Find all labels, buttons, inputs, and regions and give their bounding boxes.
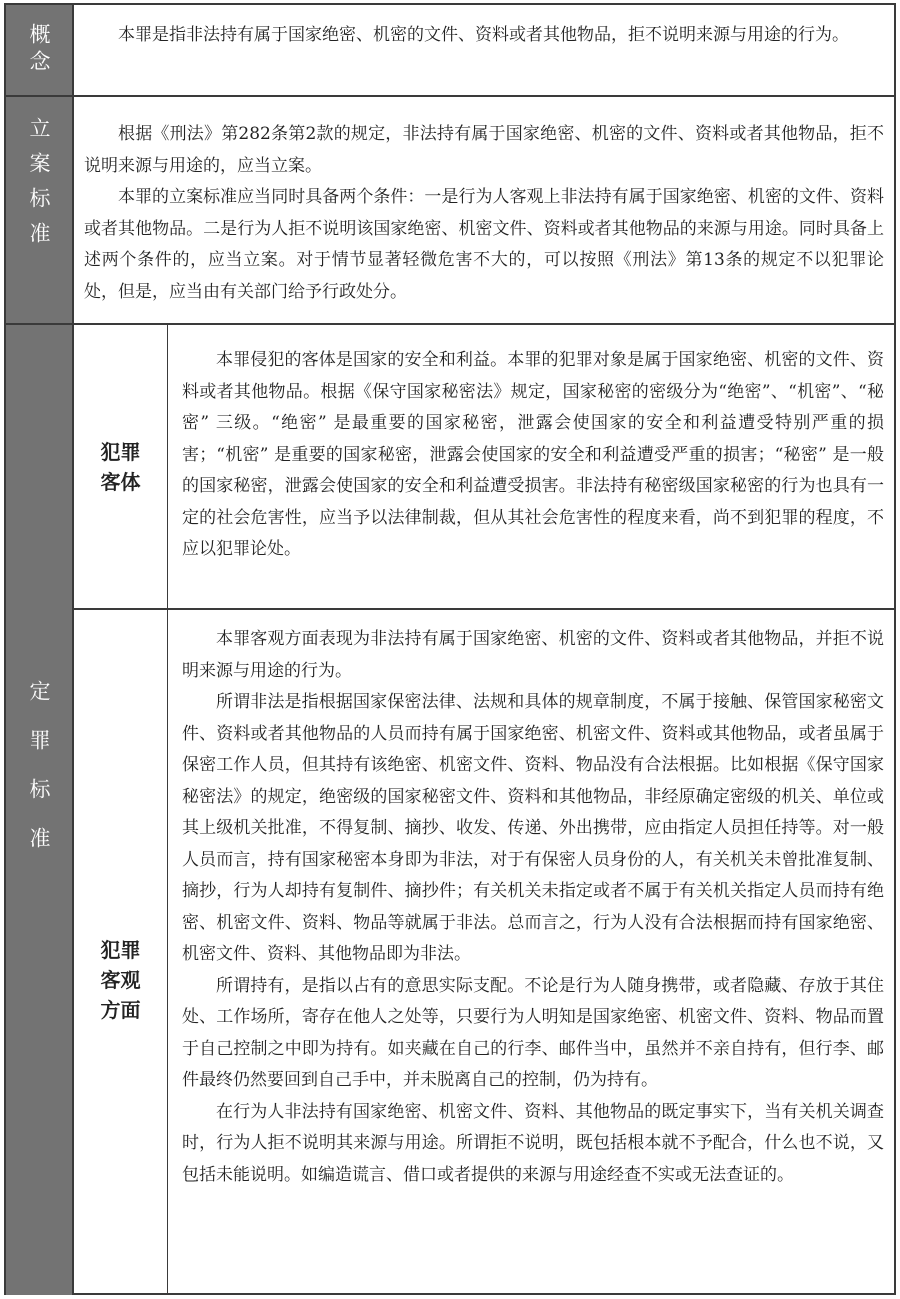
crime-objective-content: [168, 610, 894, 1295]
crime-object-row: [74, 325, 894, 610]
crime-object-label-line: 客体: [100, 469, 141, 494]
crime-objective-label-line: 犯罪: [100, 937, 141, 962]
crime-object-paragraph: 本罪侵犯的客体是国家的安全和利益。本罪的犯罪对象是属于国家绝密、机密的文件、资料或者其他物品。根据《保守国家秘密法》规定，国家秘密的密级分为“绝密”、“机密”、“秘密” 三级。“绝密” 是最重要的国家秘密，泄露会使国家的安全和利益遭受特别严重的损害；“机密” 是重要的国家秘密，泄露会使国家的安全和利益遭受严重的损害；“秘密” 是一般的国家秘密，泄露会使国家的安全和利益遭受损害。非法持有秘密级国家秘密的行为也具有一定的社会危害性，应当予以法律制裁，但从其社会危害性的程度来看，尚不到犯罪的程度，不应以犯罪论处。: [182, 350, 884, 559]
concept-content: [74, 5, 894, 95]
crime-objective-paragraph: 所谓非法是指根据国家保密法律、法规和具体的规章制度，不属于接触、保管国家秘密文件、资料或者其他物品的人员而持有属于国家绝密、机密文件、资料或其他物品，或者虽属于保密工作人员，但其持有该绝密、机密文件、资料、物品没有合法根据。比如根据《保守国家秘密法》的规定，绝密级的国家秘密文件、资料和其他物品，非经原确定密级的机关、单位或其上级机关批准，不得复制、摘抄、收发、传递、外出携带，应由指定人员担任持等。对一般人员而言，持有国家秘密本身即为非法，对于有保密人员身份的人，有关机关未曾批准复制、摘抄，行为人却持有复制件、摘抄件；有关机关未指定或者不属于有关机关指定人员而持有绝密、机密文件、资料、物品等就属于非法。总而言之，行为人没有合法根据而持有国家绝密、机密文件、资料、其他物品即为非法。: [182, 692, 884, 964]
filing-content: [74, 97, 894, 323]
conviction-row: [6, 325, 894, 1295]
crime-objective-paragraph: 本罪客观方面表现为非法持有属于国家绝密、机密的文件、资料或者其他物品，并拒不说明来源与用途的行为。: [182, 629, 884, 681]
filing-paragraph: 根据《刑法》第282条第2款的规定，非法持有属于国家绝密、机密的文件、资料或者其他物品，拒不说明来源与用途的，应当立案。: [84, 124, 884, 176]
conviction-label-text: 定罪标准: [27, 680, 51, 876]
crime-objective-label-line: 客观: [100, 967, 141, 992]
crime-objective-row: [74, 610, 894, 1295]
concept-label-text: 概念: [27, 23, 51, 77]
crime-object-label-line: 犯罪: [100, 439, 141, 464]
crime-object-label: [74, 325, 168, 608]
filing-row: [6, 97, 894, 325]
crime-object-content: [168, 325, 894, 608]
crime-objective-paragraph: 在行为人非法持有国家绝密、机密文件、资料、其他物品的既定事实下，当有关机关调查时，行为人拒不说明其来源与用途。所谓拒不说明，既包括根本就不予配合，什么也不说，又包括未能说明。如编造谎言、借口或者提供的来源与用途经查不实或无法查证的。: [182, 1101, 884, 1185]
concept-row: [6, 5, 894, 97]
concept-label: [6, 5, 74, 95]
crime-objective-paragraph: 所谓持有，是指以占有的意思实际支配。不论是行为人随身携带，或者隐藏、存放于其住处、工作场所，寄存在他人之处等，只要行为人明知是国家绝密、机密文件、资料、物品而置于自己控制之中即为持有。如夹藏在自己的行李、邮件当中，虽然并不亲自持有，但行李、邮件最终仍然要回到自己手中，并未脱离自己的控制，仍为持有。: [182, 975, 884, 1090]
crime-objective-label: [74, 610, 168, 1295]
table: [4, 3, 896, 1295]
conviction-label: [6, 325, 74, 1295]
filing-label: [6, 97, 74, 323]
filing-label-text: 立案标准: [27, 117, 51, 257]
concept-text: 本罪是指非法持有属于国家绝密、机密的文件、资料或者其他物品，拒不说明来源与用途的行为。: [118, 25, 849, 45]
crime-objective-label-line: 方面: [100, 997, 141, 1022]
filing-paragraph: 本罪的立案标准应当同时具备两个条件：一是行为人客观上非法持有属于国家绝密、机密的文件、资料或者其他物品。二是行为人拒不说明该国家绝密、机密文件、资料或者其他物品的来源与用途。同时具备上述两个条件的，应当立案。对于情节显著轻微危害不大的，可以按照《刑法》第13条的规定不以犯罪论处，但是，应当由有关部门给予行政处分。: [84, 187, 884, 302]
